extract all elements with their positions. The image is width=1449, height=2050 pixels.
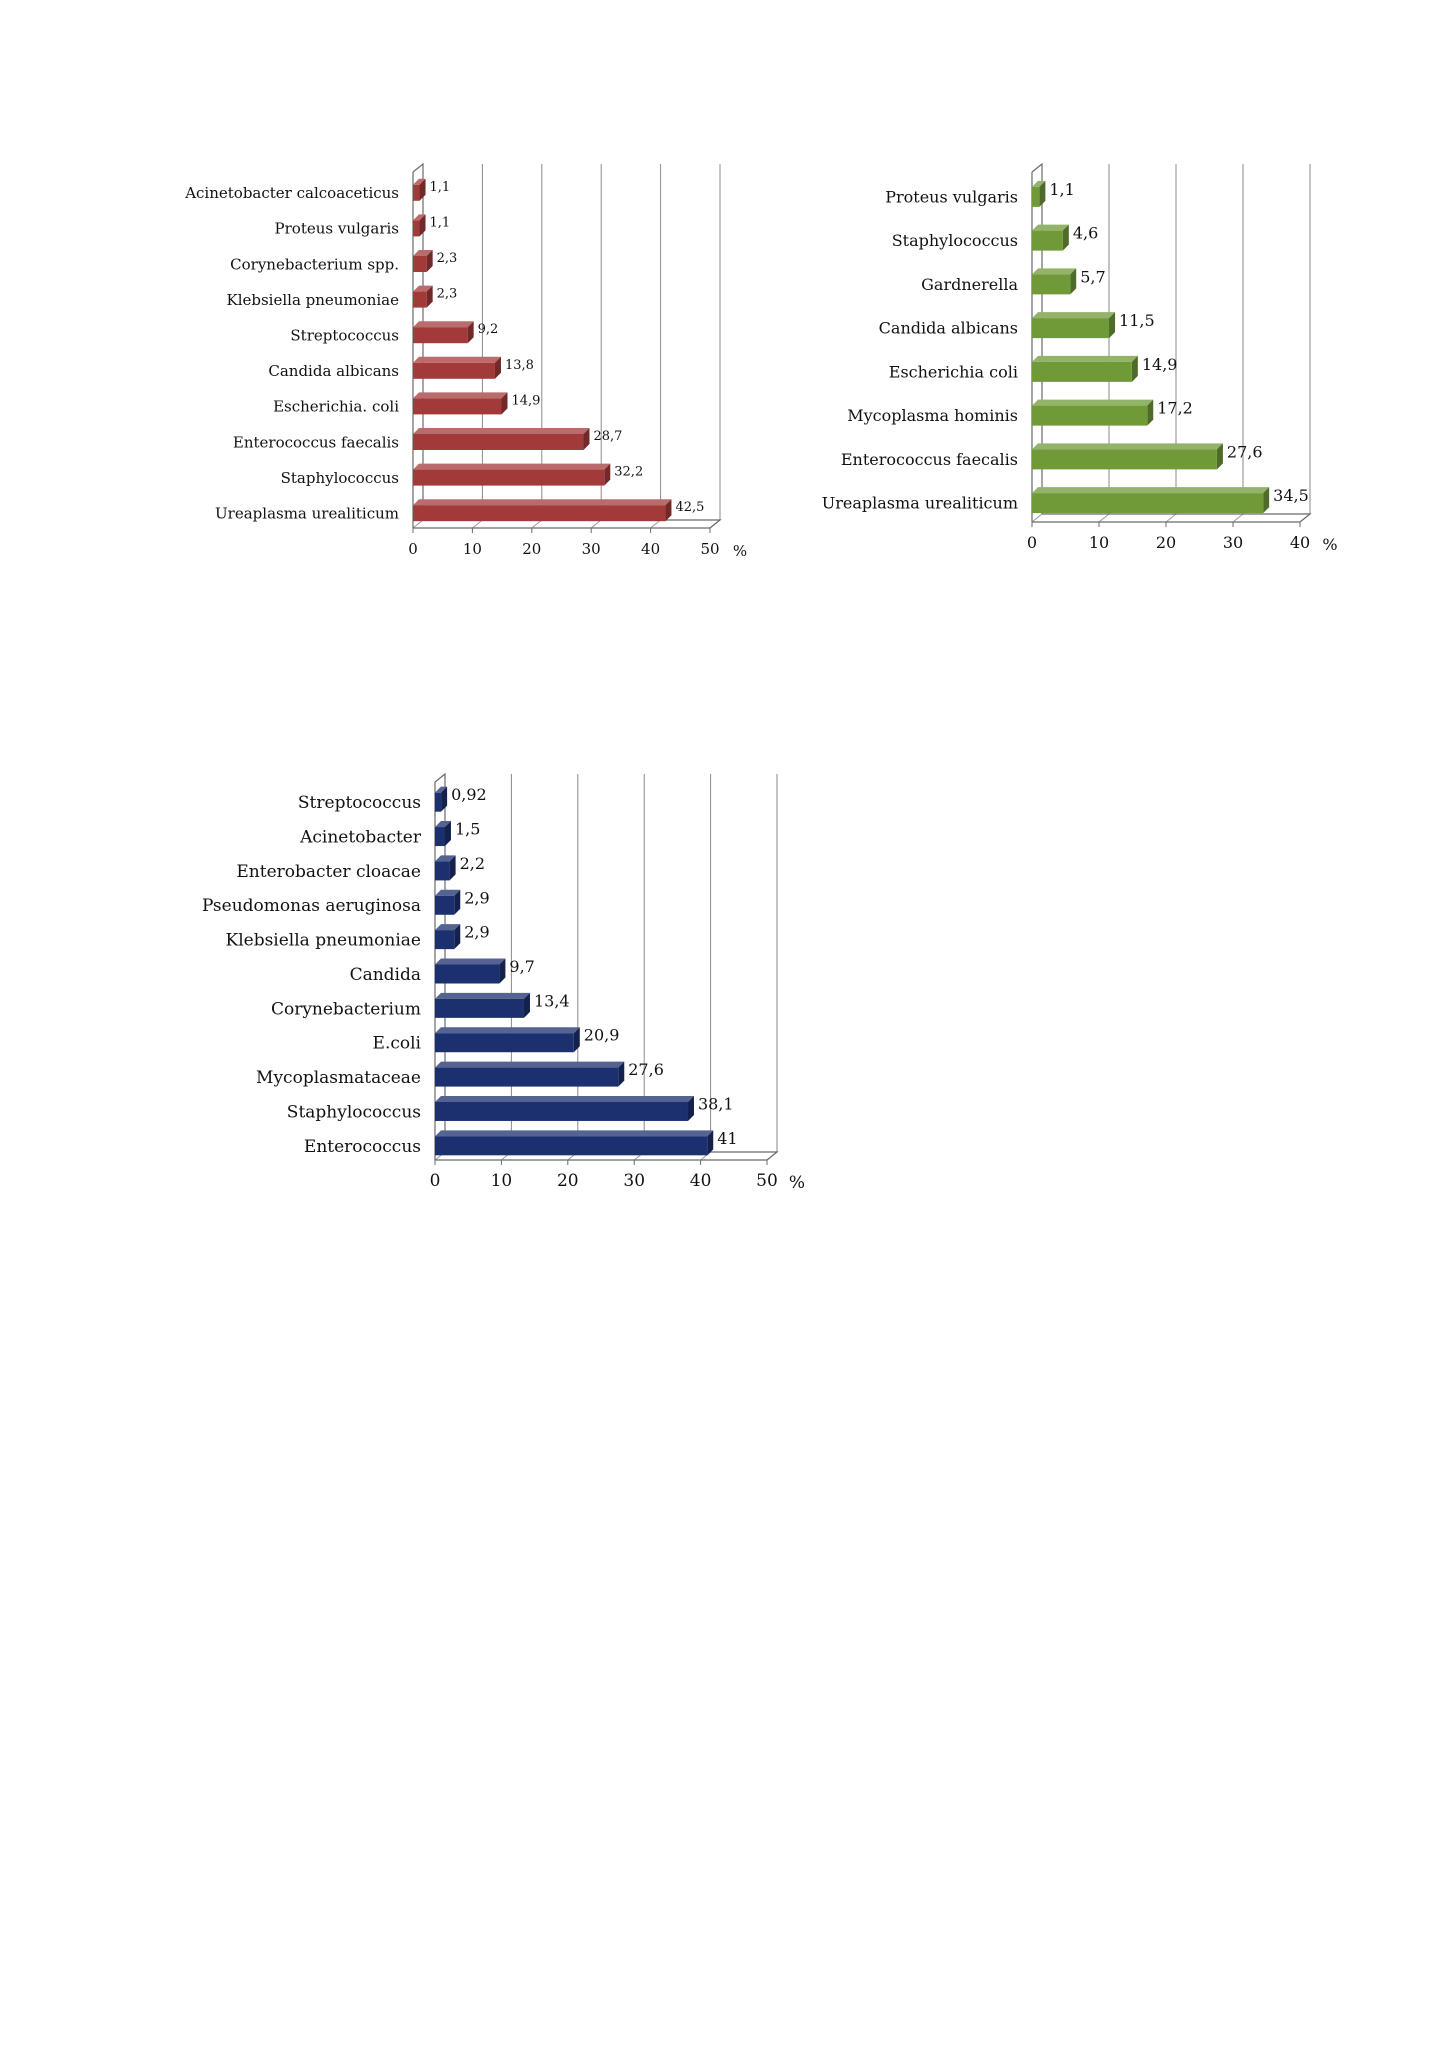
value-label: 27,6 bbox=[1226, 442, 1263, 462]
bar-top-face bbox=[435, 1130, 713, 1136]
x-tick-label: 50 bbox=[756, 1171, 778, 1191]
bar-top-face bbox=[413, 464, 610, 470]
bar-top-face bbox=[1032, 356, 1138, 362]
value-label: 13,8 bbox=[504, 357, 534, 373]
bar-top-face bbox=[1032, 312, 1115, 318]
x-tick-label: 20 bbox=[556, 1171, 579, 1191]
bar bbox=[1032, 362, 1132, 382]
bar-top-face bbox=[413, 428, 589, 434]
value-label: 2,3 bbox=[436, 286, 458, 302]
bar-top-face bbox=[435, 1027, 580, 1033]
value-label: 38,1 bbox=[697, 1094, 734, 1114]
chart-blue-bars bbox=[180, 770, 880, 1210]
category-label: Pseudomonas aeruginosa bbox=[201, 896, 421, 917]
value-label: 5,7 bbox=[1080, 267, 1106, 287]
floor-line bbox=[1032, 514, 1042, 522]
x-unit-label: % bbox=[788, 1173, 806, 1193]
bar-top-face bbox=[413, 321, 474, 327]
chart-green-bars bbox=[795, 160, 1355, 580]
value-label: 9,2 bbox=[477, 322, 499, 338]
x-tick-label: 40 bbox=[641, 540, 661, 558]
x-tick-label: 30 bbox=[581, 540, 601, 558]
bar bbox=[413, 470, 604, 486]
category-label: Staphylococcus bbox=[286, 1102, 421, 1123]
x-tick-label: 20 bbox=[522, 540, 542, 558]
category-label: Streptococcus bbox=[290, 326, 399, 345]
bar-top-face bbox=[1032, 443, 1223, 449]
bar bbox=[435, 793, 441, 812]
x-tick-label: 40 bbox=[689, 1171, 712, 1191]
floor-line bbox=[1233, 514, 1243, 522]
bar bbox=[435, 1136, 707, 1155]
bar bbox=[435, 930, 454, 949]
category-label: Enterobacter cloacae bbox=[236, 861, 421, 882]
value-label: 1,1 bbox=[429, 179, 451, 195]
bar-top-face bbox=[1032, 268, 1076, 274]
bar bbox=[1032, 187, 1039, 207]
category-label: Staphylococcus bbox=[891, 231, 1018, 251]
category-label: E.coli bbox=[372, 1033, 421, 1054]
category-label: Klebsiella pneumoniae bbox=[225, 930, 421, 951]
category-label: Corynebacterium spp. bbox=[230, 255, 399, 274]
value-label: 2,3 bbox=[436, 251, 458, 266]
x-tick-label: 0 bbox=[408, 540, 418, 558]
bar bbox=[435, 999, 524, 1018]
bar bbox=[435, 1068, 618, 1087]
category-label: Enterococcus bbox=[303, 1136, 421, 1157]
x-tick-label: 10 bbox=[490, 1171, 513, 1191]
x-tick-label: 40 bbox=[1289, 533, 1311, 552]
category-label: Escherichia coli bbox=[888, 362, 1018, 382]
bar-top-face bbox=[435, 1096, 694, 1102]
category-label: Enterococcus faecalis bbox=[840, 449, 1018, 469]
value-label: 2,9 bbox=[464, 888, 490, 908]
bar bbox=[1032, 406, 1147, 426]
x-tick-label: 10 bbox=[462, 540, 482, 558]
value-label: 41 bbox=[717, 1128, 738, 1148]
category-label: Streptococcus bbox=[297, 793, 421, 814]
bar bbox=[435, 965, 499, 984]
category-label: Ureaplasma urealiticum bbox=[215, 504, 399, 523]
floor-line bbox=[1166, 514, 1176, 522]
category-label: Mycoplasma hominis bbox=[847, 406, 1018, 426]
chart-red-bars bbox=[180, 160, 780, 580]
value-label: 1,1 bbox=[1049, 179, 1075, 199]
bar bbox=[1032, 449, 1217, 469]
bar-top-face bbox=[413, 392, 508, 398]
value-label: 9,7 bbox=[509, 957, 535, 976]
bar-top-face bbox=[1032, 400, 1153, 406]
bar bbox=[413, 256, 427, 272]
x-unit-label: % bbox=[732, 542, 748, 560]
category-label: Acinetobacter calcoaceticus bbox=[185, 184, 399, 203]
category-label: Gardnerella bbox=[921, 274, 1018, 294]
value-label: 2,9 bbox=[464, 922, 490, 942]
x-tick-label: 30 bbox=[1222, 533, 1244, 552]
bar bbox=[413, 220, 420, 236]
x-unit-label: % bbox=[1322, 535, 1338, 554]
value-label: 1,1 bbox=[429, 215, 451, 231]
category-label: Candida bbox=[349, 964, 421, 985]
value-label: 4,6 bbox=[1072, 223, 1099, 243]
category-label: Acinetobacter bbox=[300, 827, 421, 848]
value-label: 34,5 bbox=[1273, 486, 1309, 506]
category-label: Mycoplasmataceae bbox=[256, 1068, 421, 1089]
category-label: Proteus vulgaris bbox=[885, 187, 1018, 207]
value-label: 17,2 bbox=[1157, 398, 1193, 418]
bar-top-face bbox=[1032, 487, 1269, 493]
value-label: 42,5 bbox=[675, 500, 705, 516]
bar bbox=[435, 1033, 574, 1052]
x-tick-label: 30 bbox=[623, 1171, 646, 1191]
value-label: 2,2 bbox=[459, 853, 486, 873]
value-label: 27,6 bbox=[628, 1060, 664, 1080]
bar-top-face bbox=[435, 959, 505, 965]
bar bbox=[1032, 231, 1063, 251]
bar bbox=[1032, 274, 1070, 294]
x-tick-label: 0 bbox=[1026, 533, 1038, 552]
bar bbox=[1032, 318, 1109, 338]
category-label: Candida albicans bbox=[268, 362, 399, 381]
category-label: Enterococcus faecalis bbox=[232, 433, 399, 452]
bar bbox=[413, 434, 583, 450]
bar-top-face bbox=[1032, 225, 1069, 231]
bar bbox=[413, 327, 468, 343]
category-label: Klebsiella pneumoniae bbox=[226, 290, 399, 309]
bar bbox=[1032, 493, 1263, 513]
category-label: Proteus vulgaris bbox=[274, 219, 399, 238]
bar bbox=[413, 398, 502, 414]
x-tick-label: 10 bbox=[1088, 533, 1110, 552]
x-tick-label: 20 bbox=[1155, 533, 1177, 552]
bar bbox=[413, 363, 495, 379]
category-label: Staphylococcus bbox=[280, 468, 399, 487]
value-label: 14,9 bbox=[1141, 354, 1178, 374]
x-tick-label: 0 bbox=[429, 1171, 441, 1191]
bar bbox=[435, 861, 450, 880]
value-label: 32,2 bbox=[614, 464, 644, 480]
value-label: 0,92 bbox=[451, 785, 487, 805]
value-label: 11,5 bbox=[1119, 311, 1155, 331]
value-label: 13,4 bbox=[533, 991, 570, 1011]
value-label: 14,9 bbox=[511, 393, 541, 409]
floor-line bbox=[1099, 514, 1109, 522]
category-label: Escherichia. coli bbox=[273, 397, 399, 416]
value-label: 28,7 bbox=[593, 429, 623, 444]
bar-top-face bbox=[435, 993, 530, 999]
bar bbox=[413, 185, 420, 201]
bar bbox=[435, 827, 445, 846]
x-tick-label: 50 bbox=[700, 540, 720, 558]
value-label: 20,9 bbox=[583, 1025, 620, 1045]
bar bbox=[413, 505, 665, 521]
category-label: Ureaplasma urealiticum bbox=[821, 493, 1018, 513]
bar bbox=[435, 896, 454, 915]
bar bbox=[413, 292, 427, 308]
category-label: Corynebacterium bbox=[270, 999, 421, 1020]
category-label: Candida albicans bbox=[878, 318, 1018, 338]
bar-top-face bbox=[413, 499, 671, 505]
bar-top-face bbox=[413, 357, 501, 363]
bar bbox=[435, 1102, 688, 1121]
value-label: 1,5 bbox=[454, 819, 481, 839]
bar-top-face bbox=[435, 1062, 624, 1068]
